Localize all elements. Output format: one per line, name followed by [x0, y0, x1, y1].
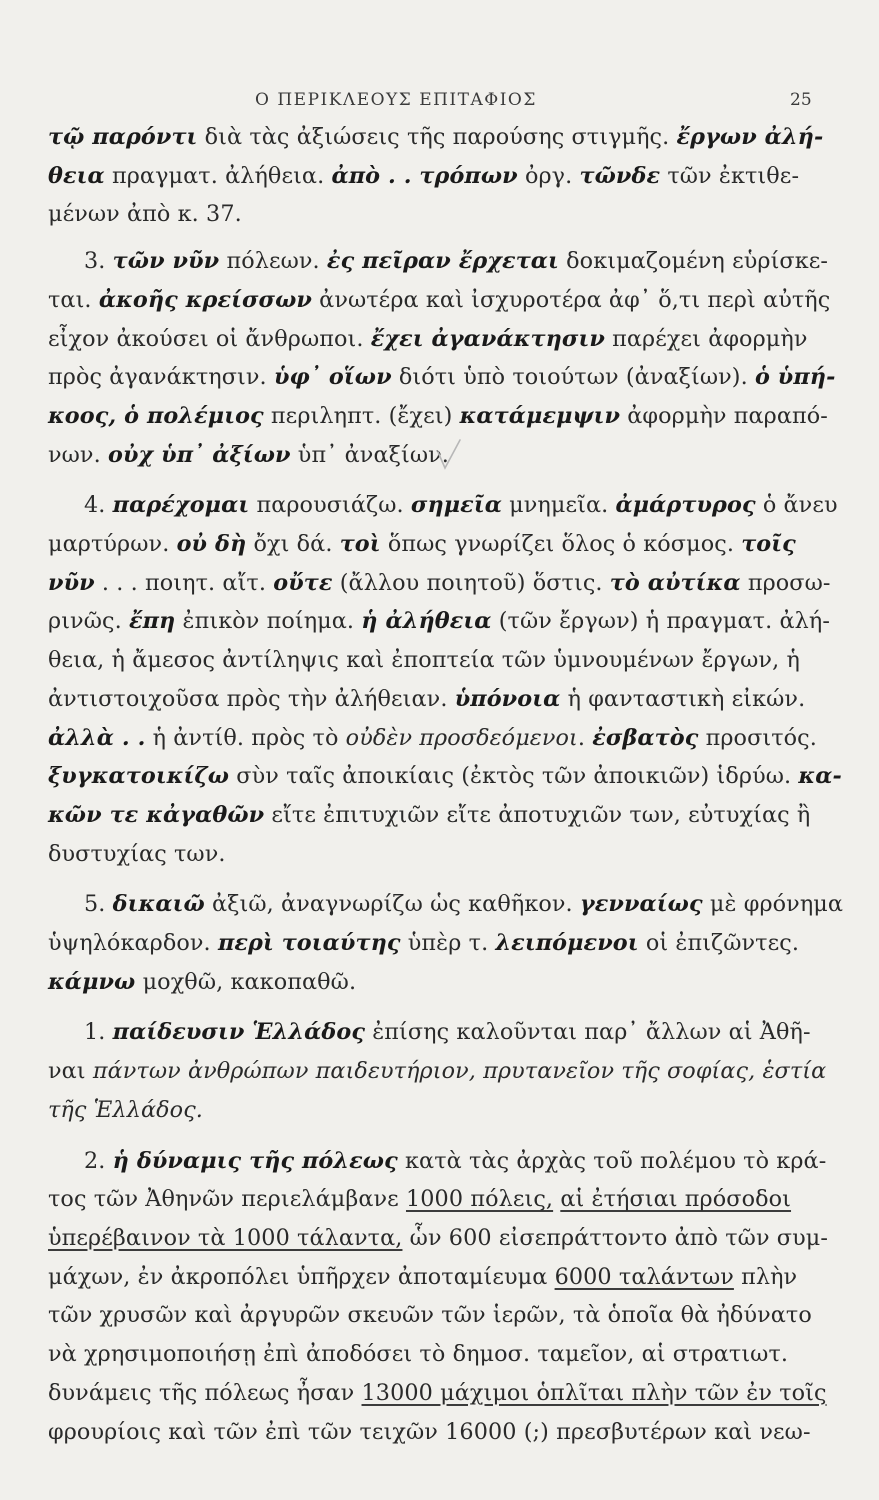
- gloss: μνημεῖα.: [501, 492, 616, 519]
- lemma: περὶ τοιαύτης: [217, 930, 401, 957]
- text-line: [48, 436, 798, 475]
- text-line: [48, 796, 811, 835]
- paragraph: [48, 242, 836, 474]
- gloss: ὧν 600 εἰσεπράττοντο ἀπὸ τῶν συμ-: [402, 1224, 828, 1251]
- gloss: τος τῶν Ἀθηνῶν περιελάμβανε: [48, 1186, 406, 1213]
- gloss: προσιτός.: [698, 724, 817, 751]
- lemma: κάμνω: [48, 968, 136, 995]
- gloss: . . . ποιητ. αἴτ.: [94, 569, 274, 596]
- text-line: [48, 602, 830, 641]
- gloss: παρέχει ἀφορμὴν: [604, 325, 808, 352]
- section-number: 3.: [84, 248, 113, 275]
- paragraph: [48, 885, 844, 1001]
- gloss: ὑπὲρ τ.: [400, 930, 496, 957]
- gloss: θεια, ἡ ἄμεσος ἀντίληψις καὶ ἐποπτεία τῶν ὑμνουμένων ἔργων, ἡ: [48, 647, 800, 674]
- lemma: γενναίως: [579, 891, 703, 918]
- text-line: [48, 1142, 827, 1181]
- lemma: ἀκοῆς κρείσσων: [98, 286, 312, 313]
- lemma: οὐχ ὑπ᾽ ἀξίων: [107, 441, 291, 468]
- text-line: [48, 1180, 798, 1219]
- gloss: νων.: [48, 441, 108, 468]
- lemma: λειπόμενοι: [495, 930, 639, 957]
- lemma: ὁ ὑπή-: [754, 364, 836, 391]
- lemma: παρέχομαι: [112, 492, 250, 519]
- lemma: τοὶ: [339, 531, 381, 558]
- text-line: [48, 835, 798, 874]
- text-line: [48, 719, 817, 758]
- text-line: [48, 1219, 828, 1258]
- gloss: μένων ἀπὸ κ. 37.: [48, 201, 242, 228]
- gloss: ναι: [48, 1058, 93, 1085]
- text-line: [48, 924, 798, 963]
- underlined-phrase: ὑπερέβαινον τὰ 1000 τάλαντα,: [48, 1224, 403, 1251]
- text-line: [48, 680, 806, 719]
- paragraph: [48, 118, 824, 234]
- lemma: τὸ αὐτίκα: [609, 569, 741, 596]
- paragraph: [48, 1013, 827, 1129]
- gloss: τῶν ἐκτιθε-: [660, 162, 800, 189]
- paragraph: [48, 1142, 828, 1452]
- gloss: ἀφορμὴν παραπό-: [620, 402, 828, 429]
- lemma: ὑπόνοια: [454, 685, 561, 712]
- text-line: [48, 641, 798, 680]
- text-line: [48, 885, 844, 924]
- gloss: ὑπ᾽ ἀναξίων.: [290, 441, 449, 468]
- running-head: [0, 90, 879, 120]
- lemma: σημεῖα: [410, 492, 502, 519]
- gloss: ἡ ἀντίθ. πρὸς τὸ: [145, 724, 346, 751]
- text-line: [48, 1052, 827, 1091]
- lemma: ἐσβατὸς: [592, 724, 699, 751]
- gloss: ἀνωτέρα καὶ ἰσχυροτέρα ἀφ᾽ ὅ,τι περὶ αὐτῆς: [311, 286, 831, 313]
- lemma: ἀπὸ . . τρόπων: [331, 162, 518, 189]
- gloss: δυνάμεις τῆς πόλεως ἦσαν: [48, 1379, 362, 1406]
- gloss: πραγματ. ἀλήθεια.: [104, 162, 332, 189]
- underlined-phrase: αἱ ἐτήσιαι πρόσοδοι: [560, 1186, 792, 1213]
- lemma: ὑφ᾽ οἵων: [273, 364, 392, 391]
- gloss: προσω-: [740, 569, 831, 596]
- gloss: .: [577, 724, 593, 751]
- gloss: δυστυχίας των.: [48, 840, 226, 867]
- text-line: [48, 963, 798, 1002]
- gloss: περιληπτ. (ἔχει): [263, 402, 460, 429]
- gloss: ὄχι δά.: [246, 531, 340, 558]
- note-number: 2.: [84, 1147, 113, 1174]
- lemma: τῶν νῦν: [112, 248, 220, 275]
- lemma: ἀλλὰ . .: [48, 724, 146, 751]
- lemma: τῷ παρόντι: [48, 124, 198, 150]
- gloss: διὰ τὰς ἀξιώσεις τῆς παρούσης στιγμῆς.: [197, 124, 677, 150]
- lemma: ἔχει ἀγανάκτησιν: [370, 325, 605, 352]
- commentary-text: [48, 118, 844, 1451]
- lemma: κα-: [798, 763, 842, 790]
- lemma: οὐ δὴ: [176, 531, 247, 558]
- section-number: 4.: [84, 492, 113, 519]
- gloss: ἀντιστοιχοῦσα πρὸς τὴν ἀλήθειαν.: [48, 685, 455, 712]
- lemma: ἔπη: [128, 608, 176, 635]
- lemma: ἐς πεῖραν ἔρχεται: [326, 248, 559, 275]
- text-line: [48, 397, 828, 436]
- text-line: [48, 1413, 811, 1452]
- text-line: [48, 281, 831, 320]
- gloss: μαρτύρων.: [48, 531, 177, 558]
- lemma: θεια: [48, 162, 105, 189]
- gloss: δοκιμαζομένη εὑρίσκε-: [558, 248, 829, 275]
- gloss: μάχων, ἐν ἀκροπόλει ὑπῆρχεν ἀποταμίευμα: [48, 1263, 555, 1290]
- text-line: [48, 118, 824, 157]
- underlined-phrase: 1000 πόλεις,: [405, 1186, 554, 1213]
- text-line: [48, 358, 836, 397]
- text-line: [48, 564, 831, 603]
- gloss: μὲ φρόνημα: [702, 891, 844, 918]
- lemma: κοος, ὁ πολέμιος: [48, 402, 264, 429]
- gloss: ρινῶς.: [48, 608, 129, 635]
- gloss: ἡ φανταστικὴ εἰκών.: [560, 685, 806, 712]
- lemma: ἔργων ἀλή-: [676, 124, 824, 150]
- gloss: τῶν χρυσῶν καὶ ἀργυρῶν σκευῶν τῶν ἱερῶν, τὰ ὁποῖα θὰ ἠδύνατο: [48, 1302, 812, 1329]
- lemma: κῶν τε κἀγαθῶν: [48, 801, 265, 828]
- gloss: φρουρίοις καὶ τῶν ἐπὶ τῶν τειχῶν 16000 (;) πρεσβυτέρων καὶ νεω-: [48, 1418, 811, 1445]
- gloss: διότι ὑπὸ τοιούτων (ἀναξίων).: [391, 364, 755, 391]
- underlined-phrase: 13000 μάχιμοι ὁπλῖται πλὴν τῶν ἐν τοῖς: [361, 1379, 827, 1406]
- text-line: [48, 757, 842, 796]
- lemma: κατάμεμψιν: [459, 402, 621, 429]
- note-number: 1.: [84, 1019, 113, 1046]
- text-line: [48, 486, 838, 525]
- gloss: (ἄλλου ποιητοῦ) ὅστις.: [332, 569, 610, 596]
- lemma: ἡ ἀλήθεια: [361, 608, 492, 635]
- text-line: [48, 320, 808, 359]
- gloss: σὺν ταῖς ἀποικίαις (ἐκτὸς τῶν ἀποικιῶν) ἱδρύω.: [229, 763, 799, 790]
- pencil-check-mark-icon: [436, 438, 462, 472]
- gloss: πρὸς ἀγανάκτησιν.: [48, 364, 274, 391]
- gloss: μοχθῶ, κακοπαθῶ.: [135, 968, 357, 995]
- page-number: 25: [790, 90, 812, 110]
- running-title: Ο ΠΕΡΙΚΛΕΟΥΣ ΕΠΙΤΑΦΙΟΣ: [255, 90, 537, 110]
- gloss: ἀξιῶ, ἀναγνωρίζω ὡς καθῆκον.: [204, 891, 580, 918]
- gloss: ἐπικὸν ποίημα.: [175, 608, 362, 635]
- gloss: οἱ ἐπιζῶντες.: [638, 930, 800, 957]
- gloss: εἶχον ἀκούσει οἱ ἄνθρωποι.: [48, 325, 371, 352]
- section-number: 5.: [84, 891, 113, 918]
- gloss: ὑψηλόκαρδον.: [48, 930, 218, 957]
- gloss: ὅπως γνωρίζει ὅλος ὁ κόσμος.: [380, 531, 742, 558]
- gloss: ἐπίσης καλοῦνται παρ᾽ ἄλλων αἱ Ἀθῆ-: [365, 1019, 811, 1046]
- text-line: [48, 1091, 798, 1130]
- text-line: [48, 1258, 798, 1297]
- gloss: παρουσιάζω.: [249, 492, 411, 519]
- text-line: [48, 525, 798, 564]
- italic-phrase: οὐδὲν προσδεόμενοι: [345, 724, 578, 751]
- text-line: [48, 1296, 812, 1335]
- italic-phrase: τῆς Ἑλλάδος.: [48, 1096, 203, 1123]
- italic-phrase: πάντων ἀνθρώπων παιδευτήριον, πρυτανεῖον τῆς σοφίας, ἑστία: [92, 1058, 827, 1085]
- text-line: [48, 1335, 798, 1374]
- gloss: (τῶν ἔργων) ἡ πραγματ. ἀλή-: [491, 608, 830, 635]
- lemma: δικαιῶ: [112, 891, 205, 918]
- text-line: [48, 1013, 811, 1052]
- text-line: [48, 157, 798, 196]
- text-line: [48, 242, 829, 281]
- lemma: ξυγκατοικίζω: [48, 763, 230, 790]
- lemma: ἡ δύναμις τῆς πόλεως: [112, 1147, 398, 1174]
- underlined-phrase: 6000 ταλάντων: [554, 1263, 734, 1290]
- gloss: κατὰ τὰς ἀρχὰς τοῦ πολέμου τὸ κρά-: [397, 1147, 827, 1174]
- lemma: τοῖς: [741, 531, 796, 558]
- gloss: νὰ χρησιμοποιήσῃ ἐπὶ ἀποδόσει τὸ δημοσ. ταμεῖον, αἱ στρατιωτ.: [48, 1341, 789, 1368]
- lemma: παίδευσιν Ἑλλάδος: [112, 1019, 366, 1046]
- lemma: οὔτε: [273, 569, 333, 596]
- gloss: εἴτε ἐπιτυχιῶν εἴτε ἀποτυχιῶν των, εὐτυχίας ἢ: [264, 801, 811, 828]
- lemma: νῦν: [48, 569, 95, 596]
- gloss: ὁ ἄνευ: [755, 492, 838, 519]
- gloss: πόλεων.: [219, 248, 327, 275]
- text-line: [48, 195, 798, 234]
- paragraph: [48, 486, 842, 873]
- lemma: ἀμάρτυρος: [615, 492, 756, 519]
- gloss: ὀργ.: [517, 162, 580, 189]
- gloss: πλὴν: [733, 1263, 798, 1290]
- gloss: ται.: [48, 286, 99, 313]
- text-line: [48, 1374, 827, 1413]
- lemma: τῶνδε: [579, 162, 661, 189]
